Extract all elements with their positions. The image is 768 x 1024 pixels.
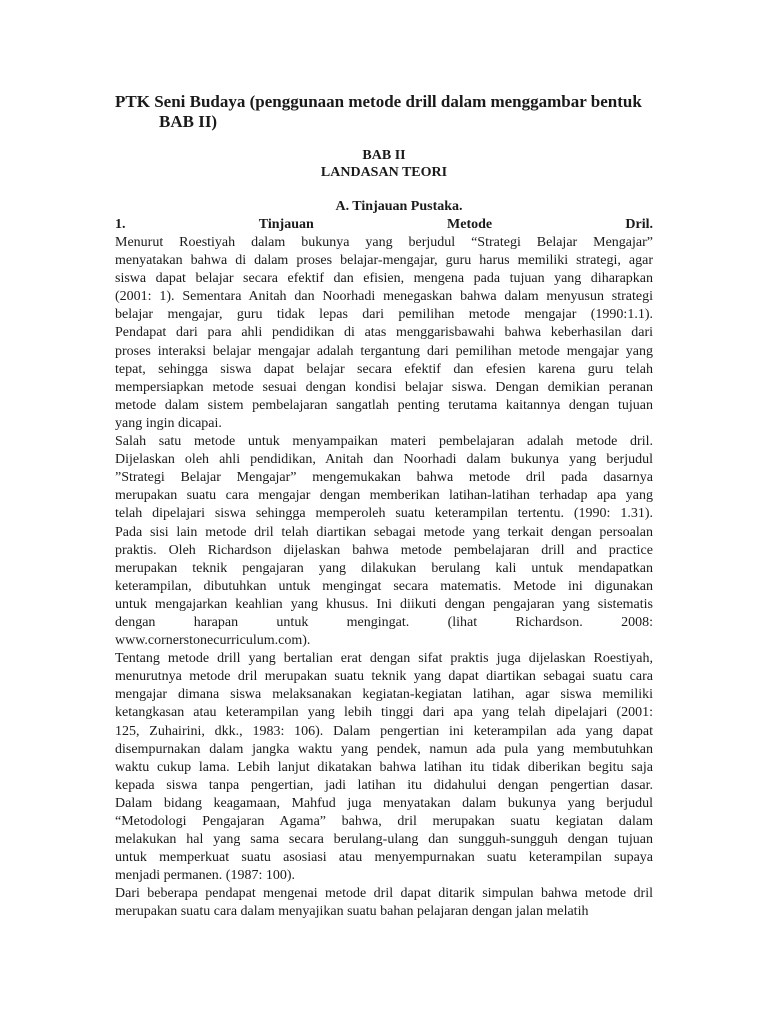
subheading-word-3: Dril.: [625, 217, 653, 232]
body-line: merupakan suatu cara mengajar dengan memberikan latihan-latihan terhadap apa yang: [115, 488, 653, 504]
body-line: menyatakan bahwa di dalam proses belajar-mengajar, guru harus memiliki strategi, agar: [115, 253, 653, 269]
body-line: menurutnya metode dril merupakan suatu teknik yang dapat diartikan sebagai suatu cara: [115, 669, 653, 685]
body-line: Tentang metode drill yang bertalian erat dengan sifat praktis juga dijelaskan Roestiyah,: [115, 651, 653, 667]
body-line: Pendapat dari para ahli pendidikan di atas menggarisbawahi bahwa keberhasilan dari: [115, 325, 653, 341]
body-line: dengan harapan untuk mengingat. (lihat Richardson. 2008:: [115, 614, 653, 630]
body-line: menjadi permanen. (1987: 100).: [115, 868, 296, 884]
body-line: Dalam bidang keagamaan, Mahfud juga menyatakan dalam bukunya yang berjudul: [115, 795, 653, 811]
subheading-word-1: Tinjauan: [258, 217, 314, 232]
body-line: belajar mengajar, guru tidak lepas dari pemilihan metode mengajar (1990:1.1).: [115, 307, 653, 323]
document-title: [115, 92, 675, 132]
body-line: 125, Zuhairini, dkk., 1983: 106). Dalam pengertian ini keterampilan ada yang dapat: [115, 723, 653, 739]
body-line: melakukan hal yang sama secara berulang-ulang dan sungguh-sungguh dengan tujuan: [115, 832, 653, 848]
body-line: metode dalam sistem pembelajaran sangatlah penting terutama kaitannya dengan tujuan: [115, 397, 653, 413]
section-heading: A. Tinjauan Pustaka.: [335, 199, 463, 214]
body-line: merupakan suatu cara dalam menyajikan suatu bahan pelajaran dengan jalan melatih: [115, 904, 589, 920]
body-line: www.cornerstonecurriculum.com).: [115, 633, 311, 649]
body-line: Dijelaskan oleh ahli pendidikan, Anitah dan Noorhadi dalam bukunya yang berjudul: [115, 452, 653, 468]
subheading-number: 1.: [115, 217, 126, 232]
body-line: Dari beberapa pendapat mengenai metode dril dapat ditarik simpulan bahwa metode dril: [115, 886, 653, 902]
document-title-line-1: PTK Seni Budaya (penggunaan metode drill dalam menggambar bentuk: [115, 92, 642, 111]
subheading: [115, 216, 653, 234]
body-line: waktu cukup lama. Lebih lanjut dikatakan bahwa latihan itu tidak diberikan begitu saja: [115, 759, 653, 775]
body-text: [115, 234, 653, 922]
body-line: disempurnakan dalam jangka waktu yang pendek, namun ada pula yang membutuhkan: [115, 741, 653, 757]
body-line: mengajar dimana siswa melaksanakan kegiatan-kegiatan latihan, agar siswa memiliki: [115, 687, 653, 703]
body-line: (2001: 1). Sementara Anitah dan Noorhadi menegaskan bahwa dalam menyusun strategi: [115, 289, 653, 305]
body-line: Salah satu metode untuk menyampaikan materi pembelajaran adalah metode dril.: [115, 434, 653, 450]
body-line: telah dipelajari siswa sehingga memperoleh suatu keterampilan tertentu. (1990: 1.31).: [115, 506, 653, 522]
document-title-line-2: BAB II): [159, 112, 218, 131]
body-line: ketangkasan atau keterampilan yang lebih tinggi dari apa yang telah dipelajari (2001:: [115, 705, 653, 721]
body-line: “Metodologi Pengajaran Agama” bahwa, dril merupakan suatu kegiatan dalam: [115, 814, 653, 829]
chapter-title: LANDASAN TEORI: [320, 165, 448, 180]
body-line: kepada siswa tanpa pengertian, jadi latihan itu didahului dengan pengertian dasar.: [115, 777, 653, 793]
body-line: siswa dapat belajar secara efektif dan efisien, mengena pada tujuan yang diharapkan: [115, 271, 653, 287]
body-line: untuk memperkuat suatu asosiasi atau menyempurnakan suatu keterampilan supaya: [115, 850, 653, 866]
body-line: mempersiapkan metode sesuai dengan kondisi belajar siswa. Dengan demikian peranan: [115, 379, 653, 395]
body-line: Pada sisi lain metode dril telah diartikan sebagai metode yang terkait dengan persoalan: [115, 524, 653, 540]
body-line: Menurut Roestiyah dalam bukunya yang berjudul “Strategi Belajar Mengajar”: [115, 235, 653, 250]
body-line: yang ingin dicapai.: [115, 415, 222, 431]
body-line: untuk mengajarkan keahlian yang khusus. Ini diikuti dengan pengajaran yang sistematis: [115, 596, 653, 612]
chapter-heading: BAB II: [362, 148, 406, 163]
body-line: keterampilan, dibutuhkan untuk mengingat secara matematis. Metode ini digunakan: [115, 578, 653, 594]
body-line: ”Strategi Belajar Mengajar” mengemukakan bahwa metode dril pada dasarnya: [115, 470, 653, 486]
body-line: tepat, sehingga siswa dapat belajar secara efektif dan efesien karena guru telah: [115, 361, 653, 377]
body-line: merupakan teknik pengajaran yang dilakukan berulang kali untuk mendapatkan: [115, 560, 653, 576]
subheading-word-2: Metode: [447, 217, 493, 232]
body-line: praktis. Oleh Richardson dijelaskan bahwa metode pembelajaran drill and practice: [115, 542, 653, 558]
body-line: proses interaksi belajar mengajar adalah tergantung dari pemilihan metode mengajar yang: [115, 343, 653, 359]
